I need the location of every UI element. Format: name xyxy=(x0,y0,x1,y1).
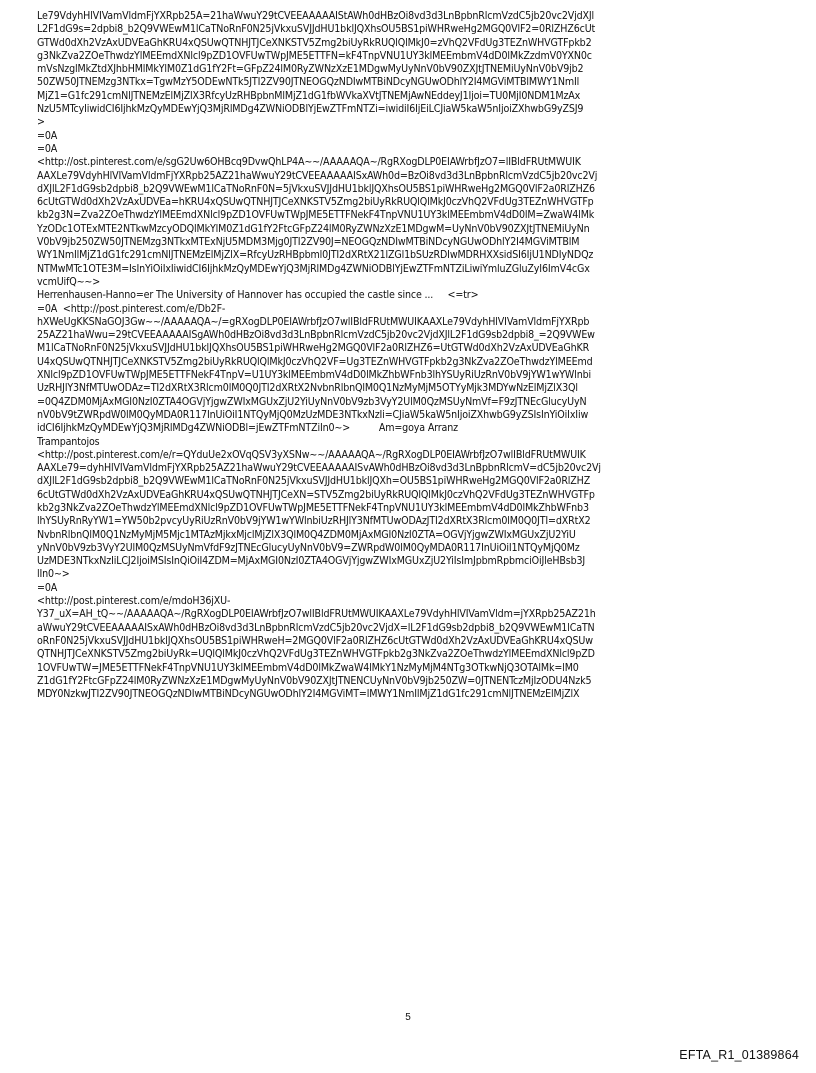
text-line: 50ZW50JTNEMzg3NTkx=TgwMzY5ODEwNTk5JTI2ZV90JTNEOGQzNDIwMTBiNDcyNGUwODhlY2I4MGViMTBlMWY1NmIl xyxy=(37,76,580,89)
text-line: UzRHJlY3NfMTUwODAz=TI2dXRtX3Rlcm0lM0Q0JTI2dXRtX2NvbnRlbnQlM0Q1NzMyMjM5OTYyMjk3MDYwNzElMjZlX3Ql xyxy=(37,382,578,395)
text-line: > xyxy=(37,116,45,129)
text-line: =0A <http://post.pinterest.com/e/Db2F- xyxy=(37,302,226,315)
text-line: nV0bV9tZWRpdW0lM0QyMDA0R117InUiOiI1NTQyMjQ0MzUzMDE3NTkxNzIi=CJiaW5kaW5nIjoiZXhwbG9yZSIsInYiOiIxIiw xyxy=(37,408,589,421)
text-line: XNlcl9pZD1OVFUwTWpJME5ETTFNekF4TnpV=U1UY3klMEEmbmV4dD0lMkZhbWFnb3lhYSUyRiUzRnV0bV9jYW1wYWlnbi xyxy=(37,369,591,382)
text-line: NzU5MTcyIiwidCI6IjhkMzQyMDEwYjQ3MjRlMDg4ZWNiODBlYjEwZTFmNTZi=iwidiI6IjEiLCJiaW5kaW5nIjoiZXhwbG9yZSJ9 xyxy=(37,103,584,116)
text-line: AAXLe79VdyhHlVIVamVldmFjYXRpb25AZ21haWwuY29tCVEEAAAAAISxAWh0d=BzOi8vd3d3LnBpbnRlcmVzdC5jb20vc2Vj xyxy=(37,169,598,182)
text-line: UzMDE3NTkxNzIiLCJ2IjoiMSIsInQiOiI4ZDM=MjAxMGI0NzI0ZTA4OGVjYjgwZWIxMGUxZjU2YiIsImJpbmRpbmciOiJleHBsb3J xyxy=(37,555,586,568)
text-line: <http://ost.pinterest.com/e/sgG2Uw6OHBcq9DvwQhLP4A~~/AAAAAQA~/RgRXogDLP0EIAWrbfJzO7=lIBldFRUtMWUIK xyxy=(37,156,581,169)
text-line: 1OVFUwTW=JME5ETTFNekF4TnpVNU1UY3klMEEmbmV4dD0lMkZwaW4lMkY1NzMyMjM4NTg3OTkwNjQ3OTAlMk=lM0 xyxy=(37,661,579,674)
text-line: YzODc1OTExMTE2NTkwMzcyODQlMkYlM0Z1dG1fY2FtcGFpZ24lM0RyZWNzXzE1MDgwM=UyNnV0bV90ZXJtJTNEMiUyNn xyxy=(37,222,590,235)
text-line: L2F1dG9s=2dpbi8_b2Q9VWEwM1lCaTNoRnF0N25jVkxuSVJJdHU1bklJQXhsOU5BS1piWHRweHg2MGQ0VlF2=0RlZHZ6cUt xyxy=(37,23,596,36)
text-line: Trampantojos xyxy=(37,435,100,448)
text-line: oRnF0N25jVkxuSVJJdHU1bklJQXhsOU5BS1piWHRweH=2MGQ0VlF2a0RlZHZ6cUtGTWd0dXh2VzAxUDVEaGhKRU4xQSUw xyxy=(37,634,593,647)
text-line: =0A xyxy=(37,129,58,142)
email-body-text xyxy=(37,10,782,701)
text-line: AAXLe79=dyhHlVIVamVldmFjYXRpb25AZ21haWwuY29tCVEEAAAAAISvAWh0dHBzOi8vd3d3LnBpbnRlcmV=dC5jb20vc2Vj xyxy=(37,462,601,475)
text-line: 6cUtGTWd0dXh2VzAxUDVEa=hKRU4xQSUwQTNHJTJCeXNKSTV5Zmg2biUyRkRUQlQlMkJ0czVhQ2VFdUg3TEZnWHVGTFp xyxy=(37,196,594,209)
text-line: lIn0~> xyxy=(37,568,70,581)
text-line: U4xQSUwQTNHJTJCeXNKSTV5Zmg2biUyRkRUQlQlMkJ0czVhQ2VF=Ug3TEZnWHVGTFpkb2g3NkZva2ZOeThwdzYlMEEmd xyxy=(37,355,593,368)
text-line: =0A xyxy=(37,581,58,594)
text-line: NvbnRlbnQlM0Q1NzMyMjM5Mjc1MTAzMjkxMjclMjZlX3QlM0Q4ZDM0MjAxMGI0NzI0ZTA=OGVjYjgwZWIxMGUxZjU2YiU xyxy=(37,528,576,541)
text-line: kb2g3NkZva2ZOeThwdzYlMEEmdXNlcl9pZD1OVFUwTWpJME5ETTFNekF4TnpVNU1UY3klMEEmbmV4dD0lMkZhbWFnb3 xyxy=(37,501,589,514)
text-line: vcmUifQ~~> xyxy=(37,275,101,288)
text-line: g3NkZva2ZOeThwdzYlMEEmdXNlcl9pZD1OVFUwTWpJME5ETTFN=kF4TnpVNU1UY3klMEEmbmV4dD0lMkZzdmV0YXN0c xyxy=(37,49,592,62)
text-line: lhYSUyRnRyYW1=YW50b2pvcyUyRiUzRnV0bV9jYW1wYWlnbiUzRHJlY3NfMTUwODAzJTI2dXRtX3Rlcm0lM0Q0JTI=dXRtX2 xyxy=(37,515,591,528)
text-line: MDY0NzkwJTI2ZV90JTNEOGQzNDIwMTBiNDcyNGUwODhlY2I4MGViMT=lMWY1NmIlMjZ1dG1fc291cmNlJTNEMzElMjZlX xyxy=(37,688,580,701)
text-line: NTMwMTc1OTE3M=IsInYiOiIxIiwidCI6IjhkMzQyMDEwYjQ3MjRlMDg4ZWNiODBlYjEwZTFmNTZiLiwiYmluZGluZyI6ImV4cGx xyxy=(37,262,590,275)
text-line: mVsNzglMkZtdXJhbHMlMkYlM0Z1dG1fY2Ft=GFpZ24lM0RyZWNzXzE1MDgwMyUyNnV0bV90ZXJtJTNEMiUyNnV0bV9jb2 xyxy=(37,63,584,76)
text-line: =0Q4ZDM0MjAxMGI0NzI0ZTA4OGVjYjgwZWIxMGUxZjU2YiUyNnV0bV9zb3VyY2UlM0QzMSUyNmVf=F9zJTNEcGlucyUyN xyxy=(37,395,587,408)
text-line: aWwuY29tCVEEAAAAAISxAWh0dHBzOi8vd3d3LnBpbnRlcmVzdC5jb20vc2VjdX=lL2F1dG9sb2dpbi8_b2Q9VWEwM1lCaTN xyxy=(37,621,595,634)
text-line: V0bV9jb250ZW50JTNEMzg3NTkxMTExNjU5MDM3Mjg0JTI2ZV90J=NEOGQzNDIwMTBiNDcyNGUwODhlY2I4MGViMTBlM xyxy=(37,236,580,249)
text-line: 25AZ21haWwu=29tCVEEAAAAAISgAWh0dHBzOi8vd3d3LnBpbnRlcmVzdC5jb20vc2VjdXJlL2F1dG9sb2dpbi8_=2Q9VWEw xyxy=(37,329,595,342)
text-line: hXWeUgKKSNaGOJ3Gw~~/AAAAAQA~/=gRXogDLP0EIAWrbfJzO7wlIBldFRUtMWUIKAAXLe79VdyhHlVIVamVldmFjYXRpb xyxy=(37,315,590,328)
text-line: M1lCaTNoRnF0N25jVkxuSVJJdHU1bklJQXhsOU5BS1piWHRweHg2MGQ0VlF2a0RlZHZ6=UtGTWd0dXh2VzAxUDVEaGhKR xyxy=(37,342,590,355)
text-line: dXJlL2F1dG9sb2dpbi8_b2Q9VWEwM1lCaTNoRnF0N=5jVkxuSVJJdHU1bklJQXhsOU5BS1piWHRweHg2MGQ0VlF2a0RlZHZ6 xyxy=(37,182,595,195)
text-line: Y37_uX=AH_tQ~~/AAAAAQA~/RgRXogDLP0EIAWrbfJzO7wlIBldFRUtMWUIKAAXLe79VdyhHlVIVamVldm=jYXRpb25AZ21h xyxy=(37,608,596,621)
text-line: <http://post.pinterest.com/e/mdoH36jXU- xyxy=(37,595,231,608)
text-line: 6cUtGTWd0dXh2VzAxUDVEaGhKRU4xQSUwQTNHJTJCeXN=STV5Zmg2biUyRkRUQlQlMkJ0czVhQ2VFdUg3TEZnWHVGTFp xyxy=(37,488,595,501)
text-line: idCI6IjhkMzQyMDEwYjQ3MjRlMDg4ZWNiODBl=jEwZTFmNTZiIn0~> Am=goya Arranz xyxy=(37,422,458,435)
text-line: kb2g3N=Zva2ZOeThwdzYlMEEmdXNlcl9pZD1OVFUwTWpJME5ETTFNekF4TnpVNU1UY3klMEEmbmV4dD0lM=ZwaW4lMk xyxy=(37,209,595,222)
text-line: dXJlL2F1dG9sb2dpbi8_b2Q9VWEwM1lCaTNoRnF0N25jVkxuSVJJdHU1bklJQXh=OU5BS1piWHRweHg2MGQ0VlF2a0RlZHZ xyxy=(37,475,591,488)
text-line: MjZ1=G1fc291cmNlJTNEMzElMjZlX3RfcyUzRHBpbnMlMjZ1dG1fbWVkaXVtJTNEMjAwNEddeyJ1Ijoi=TU0MjI0NDM1MzAx xyxy=(37,89,581,102)
text-line: GTWd0dXh2VzAxUDVEaGhKRU4xQSUwQTNHJTJCeXNKSTV5Zmg2biUyRkRUQlQlMkJ0=zVhQ2VFdUg3TEZnWHVGTFpkb2 xyxy=(37,36,592,49)
text-line: =0A xyxy=(37,142,58,155)
text-line: WY1NmIlMjZ1dG1fc291cmNlJTNEMzElMjZlX=RfcyUzRHBpbml0JTI2dXRtX21lZGl1bSUzRDIwMDRHXXsidSI6IjU1NDIyNDQz xyxy=(37,249,594,262)
text-line: Le79VdyhHlVIVamVldmFjYXRpb25A=21haWwuY29tCVEEAAAAAIStAWh0dHBzOi8vd3d3LnBpbnRlcmVzdC5jb20vc2VjdXJl xyxy=(37,10,595,22)
text-line: Z1dG1fY2FtcGFpZ24lM0RyZWNzXzE1MDgwMyUyNnV0bV90ZXJtJTNENCUyNnV0bV9jb250ZW=0JTNENTczMjIzODU4Nzk5 xyxy=(37,674,592,687)
document-id-footer: EFTA_R1_01389864 xyxy=(679,1048,799,1062)
text-line: <http://post.pinterest.com/e/r=QYduUe2xOVqQSV3yXSNw~~/AAAAAQA~/RgRXogDLP0EIAWrbfJzO7wlIBldFRUtMWUIK xyxy=(37,448,586,461)
text-line: QTNHJTJCeXNKSTV5Zmg2biUyRk=UQlQlMkJ0czVhQ2VFdUg3TEZnWHVGTFpkb2g3NkZva2ZOeThwdzYlMEEmdXNlcl9pZD xyxy=(37,648,595,661)
text-line: Herrenhausen-Hanno=er The University of Hannover has occupied the castle since ... <=tr> xyxy=(37,289,479,302)
page-number: 5 xyxy=(405,1012,411,1023)
text-line: yNnV0bV9zb3VyY2UlM0QzMSUyNmVfdF9zJTNEcGlucyUyNnV0bV9=ZWRpdW0lM0QyMDA0R117InUiOiI1NTQyMjQ0Mz xyxy=(37,541,580,554)
